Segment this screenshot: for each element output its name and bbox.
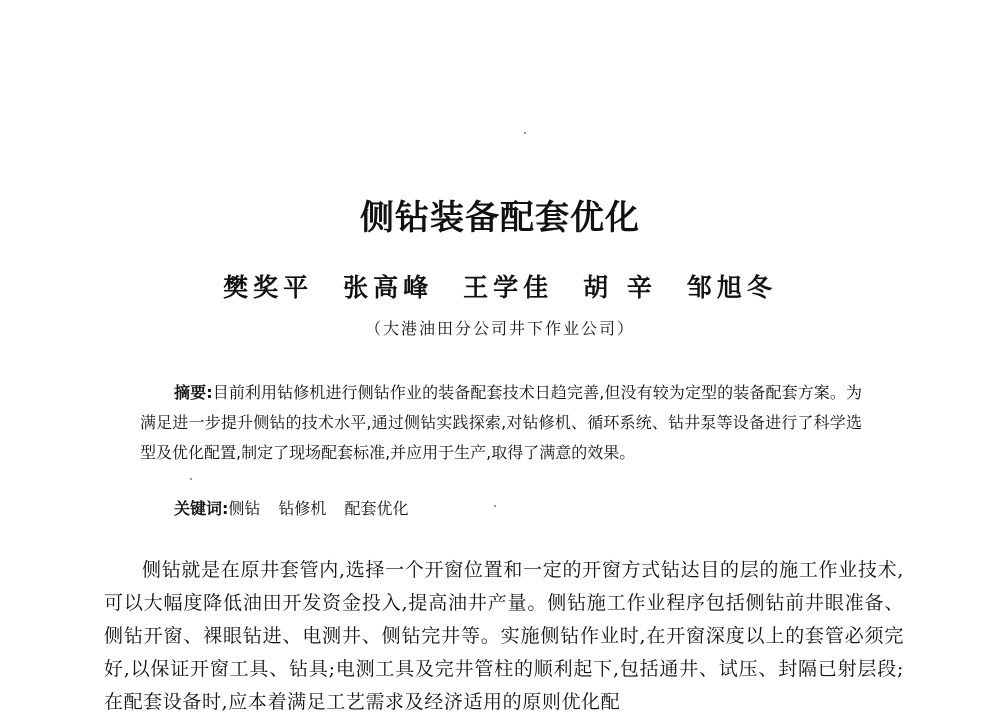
abstract-label: 摘要: (174, 383, 213, 402)
paper-title: 侧钻装备配套优化 (360, 198, 640, 238)
abstract (140, 378, 862, 468)
author-affiliation: （大港油田分公司井下作业公司） (364, 319, 635, 338)
abstract-text: 目前利用钻修机进行侧钻作业的装备配套技术日趋完善,但没有较为定型的装备配套方案。为满足进一步提升侧钻的技术水平,通过侧钻实践探索,对钻修机、循环系统、钻井泵等设备进行了科学选型及优化配置,制定了现场配套标准,并应用于生产,取得了满意的效果。 (140, 383, 862, 462)
keyword: 侧钻 (228, 499, 261, 518)
author-list (0, 271, 1000, 305)
author-name: 张高峰 (343, 273, 434, 302)
keyword: 配套优化 (344, 499, 409, 518)
keywords-label: 关键词: (174, 499, 229, 518)
scan-speck (524, 132, 526, 134)
body-paragraph: 侧钻就是在原井套管内,选择一个开窗位置和一定的开窗方式钻达目的层的施工作业技术,可以大幅度降低油田开发资金投入,提高油井产量。侧钻施工作业程序包括侧钻前井眼准备、侧钻开窗、裸眼钻进、电测井、侧钻完井等。实施侧钻作业时,在开窗深度以上的套管必须完好,以保证开窗工具、钻具;电测工具及完井管柱的顺利起下,包括通井、试压、封隔已射层段;在配套设备时,应本着满足工艺需求及经济适用的原则优化配 (104, 559, 904, 713)
keywords (174, 496, 426, 522)
author-name: 王学佳 (463, 273, 554, 302)
scan-speck (190, 478, 192, 480)
author-name: 樊奖平 (223, 273, 314, 302)
author-name: 胡 辛 (583, 273, 657, 302)
keyword: 钻修机 (278, 499, 327, 518)
scan-speck (494, 505, 496, 507)
author-name: 邹旭冬 (686, 273, 777, 302)
